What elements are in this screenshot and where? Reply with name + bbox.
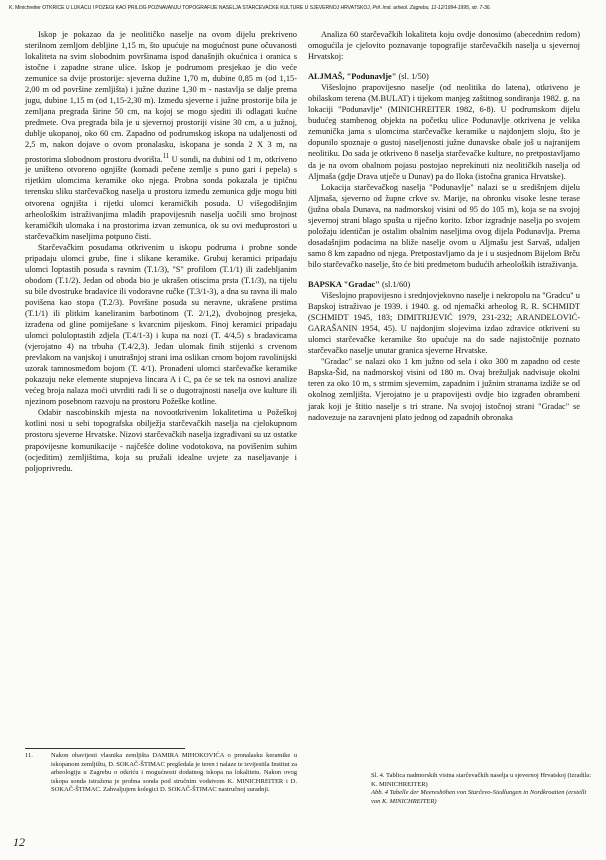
footnote-number: 11. — [25, 752, 33, 759]
bapska-paragraph-1: Višeslojno prapovijesno i srednjovjekovno naselje i nekropolu na "Gradcu" u Bapskoj istraživao je 1939. i 1940. g. od njemački arheolog R. R. SCHMIDT (SCHMIDT 1945, 183; DIMITRIJEVIĆ 1979, 231-232; ARANDELOVIĆ-GARAŠANIN 1954, 45). U najdonjim slojevima izdao zdravice otkriveni su ulomci starčevačke keramike što upućuje na do sade najistočnije poznato starčevačko naselje unutar granica sjeverne Hrvatske. — [308, 291, 580, 356]
header-authors: K. Minichreiter — [9, 5, 41, 11]
caption-croatian: Sl. 4. Tablica nadmorskih visina starčevačkih naselja u sjevernoj Hrvatskoj (izradila: K. MINICHREITER) — [371, 772, 592, 788]
aljmas-paragraph-2: Lokacija starčevačkog naselja "Podunavlje" nalazi se u središnjem dijelu Aljmaša, sjeverno od župne crkve sv. Marije, na obronku visoke lesne terase (južna obala Dunava, na nadmorskoj visini od 95 do 105 m), koja se na svojoj sjevernoj strani blago spušta u riječno korito. Izbor izgradnje naselja po svojem položaju identičan je ostalim obalnim naseljima ovog dijela Podunavlja. Prema dosadašnjim podacima na bliže naselje ovom u Aljmašu jest Sarvaš, udaljen samo 8 km zapadno od njega. Pretpostavljamo da je i u susjednom Bijelom Brču bilo starčevačko naselje, što će biti predmetom budućih arheoloških istraživanja. — [308, 182, 580, 269]
left-paragraph-3: Odabir nascobinskih mjesta na novootkrivenim lokalitetima u Požeškoj kotlini nosi u sebi topografska obilježja starčevačkih naselja na cjelokupnom prostoru sjeverne Hrvatske. Nizovi starčevačkih naselja izgrađivani su uz ostatke prapovijesne komunikacije - najčešće doline vodotokova, na povišenim suhim (ocjeditim) zemljištima, koja su pružali idealne uvjete za naseljavanje i poljoprivredu. — [25, 408, 297, 473]
right-paragraph-1: Analiza 60 starčevačkih lokaliteta koju ovdje donosimo (abecednim redom) omogućila je cjelovito poznavanje topografije starčevačkih naselja u sjevernoj Hrvatskoj: — [308, 30, 580, 62]
running-header — [9, 5, 599, 11]
footnote — [25, 752, 297, 795]
section-heading-bapska — [308, 279, 580, 290]
footnote-marker: 11 — [162, 151, 170, 160]
footnote-text: Nakon obavijesti vlasnika zemljišta DAMIRA MIHOKOVIĆA o pronalasku keramike u iskopanom zemljištu, D. SOKAČ-ŠTIMAC pregledala je teren i nalaze te izvijestila Institut za arheologiju u Zagrebu o otkriću i mogućnosti dodatnog iskopa na lokalitetu. Nakon ovog iskopa sonda istražena je probna sonda pod stručnim vodstvom K. MINICHREITER i D. SOKAČ-ŠTIMAC. Zahvaljujem kolegici D. SOKAČ-ŠTIMAC nastručnoj suradnji. — [51, 752, 297, 794]
figure-caption — [371, 772, 591, 806]
bapska-paragraph-2: "Gradac" se nalazi oko 1 km južno od sela i oko 300 m zapadno od ceste Bapska-Šid, na nadmorskoj visini od 180 m. Ovaj brežuljak nadvisuje okolni teren za oko 10 m, s strmim sjevernim, zapadnim i južnim stranama izdiže se od okolnog zemljišta. Vjerojatno je u prapovijesti ovdje bio izgrađen obrambeni jarak koji je štitio naselje s tri strane. Na svojoj istočnoj strani "Gradac" se nadovezuje na zaravnjeni plato jednog od zapadnih obronaka — [308, 357, 580, 422]
section-heading-aljmas — [308, 71, 580, 82]
left-paragraph-1-tail: U sondi, na dubini od 1 m, otkriveno je uništeno otvoreno ognjište (komadi pečene zemlje s puno gari i pepela) s rijetkim ulomcima keramike oko njega. Probna sonda pokazala je tipičnu terensku sliku starčevačkog naselja u prostoru između zemunica gdje mogu biti otvorena ognjišta i rijetki ulomci keramičkih posuda. U višegodišnjim arheološkim istraživanjima mlađih prapovijesnih naselja uočili smo brojnost keramičkih ulomaka i na prostorima izvan zemunica, ok su ovi međuprostori u starčevačkim naseljima potpuno čisti. — [25, 154, 297, 241]
section-title-bapska: BAPSKA "Gradac" — [308, 279, 380, 289]
header-journal: Prił. Inst. arheol. Zagrebu, 11-12/1994-1995, str. 7-36. — [372, 5, 491, 11]
caption-german: Abb. 4 Tabelle der Meereshöhen von Starčevo-Siedlungen in Nordkroatien (erstellt von K. MINICHREITER) — [371, 789, 587, 805]
right-column — [308, 29, 580, 423]
footnote-divider — [25, 748, 185, 749]
section-ref-bapska: (sl.1/60) — [379, 279, 411, 289]
section-ref-aljmas: (sl. 1/50) — [396, 72, 429, 82]
section-title-aljmas: ALJMAŠ, "Podunavlje" — [308, 72, 397, 82]
aljmas-paragraph-1: Višeslojno prapovijesno naselje (od neolitika do latena), otkriveno je obilaskom terena (M.BULAT) i tijekom manjeg zaštitnog sondiranja 1982. g. na lokaciji "Podunavlje" (MINICHREITER 1982, 6-8). U podrumskom dijelu budućeg stambenog objekta na početku ulice Podunavlje otkrivena je velika zemunička jama s ulomcima starčevačke keramike u najdonjem sloju, što je dopunilo spoznaje o gustoj naseljenosti južne dunavske obale još u najranijem neolitiku. Do sada je otkriveno 8 naselja starčevačke kulture, no pretpostavljamo da je na ovom obalnom pojasu postojao neprekinuti niz neolitičkih naselja od Aljmaša (gdje Drava utječe u Dunav) pa do Iloka (istočna granica Hrvatske). — [308, 83, 580, 181]
left-paragraph-2: Starčevačkim posudama otkrivenim u iskopu podruma i probne sonde pripadaju ulomci grube, fine i slikane keramike. Grubuj keramici pripadaju ulomci loptastih posuda s ravnim (T.1/3), "S" profilom (T.1/1) ili zadebljanim obodom (T.1/2). Jedan od oboda bio je ukrašen otiscima prsta (T.1/3), na tijelu su bile dvostruke bradavice ili vodoravne ručke (T.3/1-3), a dna su ravna ili malo povišena kao stopa (T.2/3). Površine posuda su neravne, ukrašene prstima (T.1/1) ili plitkim kaneliranim barbotinom (T. 2/1,2), dvobojnog presjeka, izrađena od gline pomiješane s kvarcnim pijeskom. Finoj keramici pripadaju ulomci poluloptastih zdjela (T.4/1-3) i kupa na nozi (T. 4/4,5) s bradavicama (vjerojatno 4) na trbuha (T.4/2,3). Jedan ulomak finih stijenki s crvenom prevlakom na vanjskoj i unutrašnjoj strani ima oslikan crnom bojom ravolinijski uzorak tamnosmeđom bojom (T. 4/1). Pronađeni ulomci starčevačke keramike pokazuju neke elemente stupnjeva lincara A i C, pa će se tek na osnovi analize većeg broja nalaza moći utvrditi radi li se o dugotrajnosti naselja ove kulture ili njezinom posebnom razvoju na prostoru Požeške kotline. — [25, 242, 297, 407]
header-title: OTKRIĆE U LUKAČU I POŽEGI KAO PRILOG POZNAVANJU TOPOGRAFIJE NASELJA STARČEVAČKE KULTURE U SJEVERNOJ HRVATSKOJ, — [42, 5, 372, 11]
left-paragraph-1-text: Iskop je pokazao da je neolitičko naselje na ovom dijelu prekriveno sterilnom zemljom debljine 1,15 m, što upućuje na mogućnost pune očuvanosti lokaliteta na svim slobodnim površinama ispod današnjih okućnica i oranica s istočne i zapadne strane ulice. Iskop je podrumom presjekao je dio veće zemunice sa dvije prostorije: sjeverna dužine 1,70 m, dubine 0,85 m (od 1,15-2,00 m od površine zemljišta) i južne duzine 1,30 m - nastavlja se dalje prema jugu, dubine 1,15 m (od 1,15-2,30 m). Između sjeverne i južne prostorije bila je zemljana pregrada širine 50 cm, na kojoj se mogo sjediti ili odlagati kućne predmete. Ova pregrada bila je u sjevernoj prostoriji visine 30 cm, a u južnoj, dublje ukopanoj, oko 60 cm. Zapadno od podrumskog iskopa na udaljenosti od 2,5 m, nakon dojave o ovom pronalasku, iskopana je sonda 2 X 3 m, na prostorima slobodnom prostoru dvorišta. — [25, 30, 297, 164]
left-column — [25, 29, 297, 474]
left-paragraph-1 — [25, 29, 297, 242]
page-number: 12 — [13, 835, 25, 849]
